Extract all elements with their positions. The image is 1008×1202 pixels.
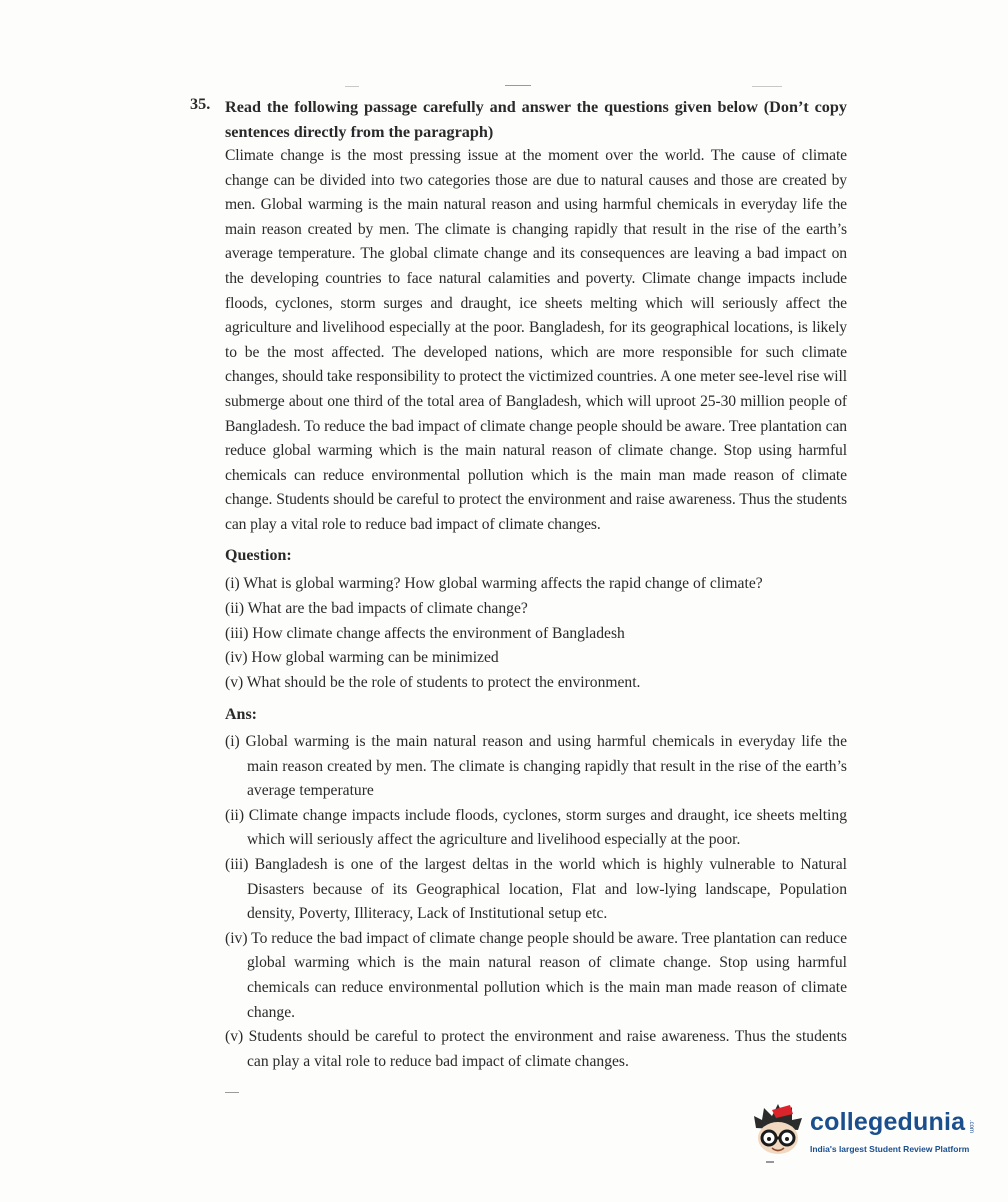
question-item: (v) What should be the role of students to protect the environment. (225, 674, 641, 692)
answers-list (225, 730, 847, 1074)
answer-item: (i) Global warming is the main natural reason and using harmful chemicals in everyday life the main reason created by men. The climate is changing rapidly that result in the rise of the earth’s average temperature (225, 733, 847, 800)
scan-mark (225, 1092, 239, 1093)
logo-wordmark: collegedunia (810, 1108, 966, 1136)
answer-item: (iii) Bangladesh is one of the largest deltas in the world which is highly vulnerable to Natural Disasters because of its Geographical location, Flat and low-lying landscape, Population density, Poverty, Illiteracy, Lack of Institutional setup etc. (225, 855, 847, 923)
questions-list (225, 572, 847, 696)
scan-mark (345, 86, 359, 87)
collegedunia-logo (750, 1098, 980, 1168)
question-item: (iii) How climate change affects the environment of Bangladesh (225, 624, 625, 642)
logo-tagline: India's largest Student Review Platform (810, 1144, 970, 1154)
mascot-icon (750, 1098, 812, 1168)
answers-title: Ans: (225, 706, 258, 723)
question-heading: Read the following passage carefully and answer the questions given below (Don’t copy sentences directly from the paragraph) (225, 98, 847, 141)
answer-item: (iv) To reduce the bad impact of climate change people should be aware. Tree plantation can reduce global warming which is the main natural reason of climate change. Stop using harmful chemicals can reduce environmental pollution which is the main man made reason of climate change. (225, 929, 847, 1021)
question-item: (i) What is global warming? How global warming affects the rapid change of climate? (225, 575, 763, 592)
scan-mark (505, 85, 531, 86)
passage-text: Climate change is the most pressing issue at the moment over the world. The cause of climate change can be divided into two categories those are due to natural causes and those are created by men. Global warming is the main natural reason and using harmful chemicals in everyday life the main reason created by men. The climate is changing rapidly that result in the rise of the earth’s average temperature. The global climate change and its consequences are leaving a bad impact on the developing countries to face natural calamities and poverty. Climate change impacts include floods, cyclones, storm surges and draught, ice sheets melting which will seriously affect the agriculture and livelihood especially at the poor. Bangladesh, for its geographical locations, is likely to be the most affected. The developed nations, which are more responsible for such climate changes, should take responsibility to protect the victimized countries. A one meter see-level rise will submerge about one third of the total area of Bangladesh, which will uproot 25-30 million people of Bangladesh. To reduce the bad impact of climate change people should be aware. Tree plantation can reduce global warming which is the main natural reason of climate change. Stop using harmful chemicals can reduce environmental pollution which is the main man made reason of climate change. Students should be careful to protect the environment and raise awareness. Thus the students can play a vital role to reduce bad impact of climate changes. (225, 147, 847, 533)
question-item: (ii) What are the bad impacts of climate change? (225, 599, 528, 617)
questions-title: Question: (225, 547, 292, 564)
question-item: (iv) How global warming can be minimized (225, 649, 499, 667)
scan-mark (752, 86, 782, 87)
logo-domain-suffix: .com (968, 1120, 974, 1134)
question-number: 35. (190, 95, 211, 113)
answer-item: (v) Students should be careful to protect the environment and raise awareness. Thus the students can play a vital role to reduce bad impact of climate changes. (225, 1028, 847, 1070)
answer-item: (ii) Climate change impacts include floods, cyclones, storm surges and draught, ice sheets melting which will seriously affect the agriculture and livelihood especially at the poor. (225, 806, 847, 849)
